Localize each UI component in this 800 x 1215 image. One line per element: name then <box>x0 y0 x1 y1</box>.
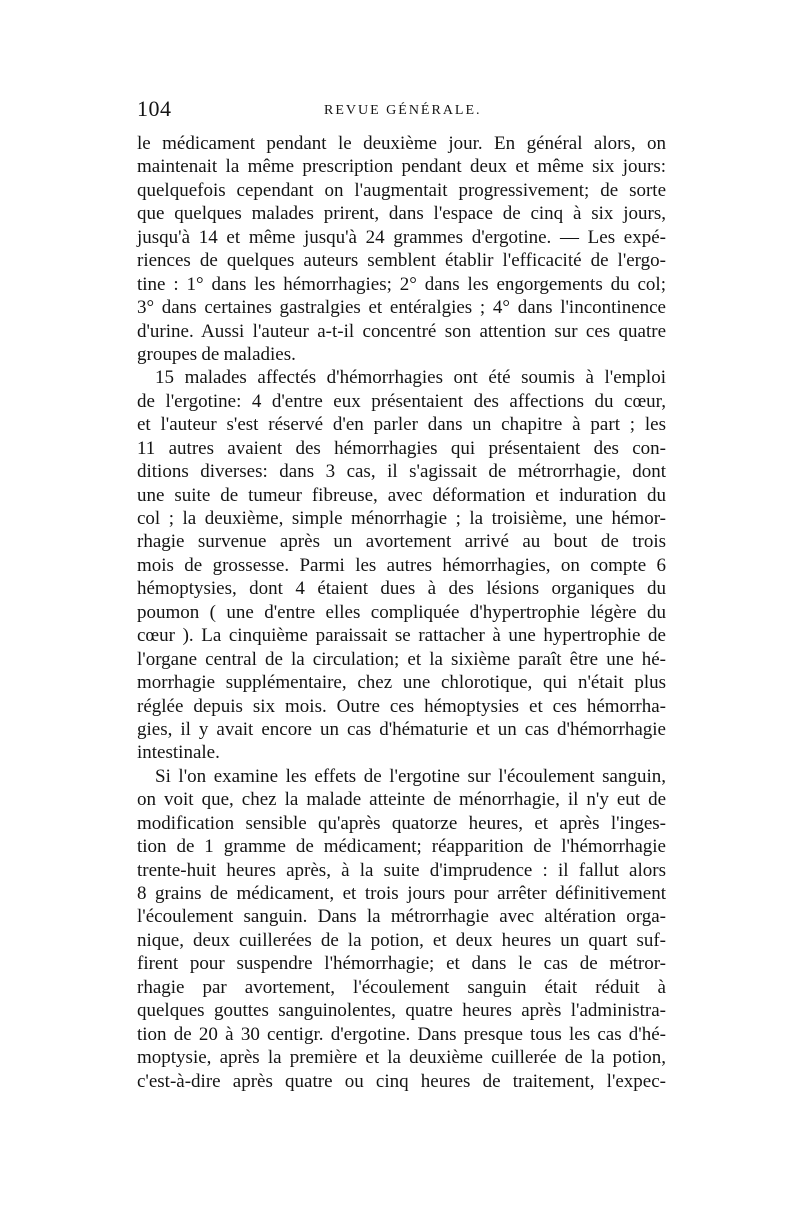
text-line: gies, il y avait encore un cas d'hématurie et un cas d'hémorrhagie <box>137 718 666 740</box>
text-line: une suite de tumeur fibreuse, avec déformation et induration du <box>137 484 666 506</box>
text-line: riences de quelques auteurs semblent établir l'efficacité de l'ergo- <box>137 250 666 272</box>
text-line: col ; la deuxième, simple ménorrhagie ; la troisième, une hémor- <box>137 508 666 529</box>
text-line: l'organe central de la circulation; et la sixième paraît être une hé- <box>137 648 666 670</box>
text-line: rhagie survenue après un avortement arrivé au bout de trois <box>137 531 666 553</box>
text-line: 15 malades affectés d'hémorrhagies ont été soumis à l'emploi <box>155 367 666 389</box>
text-line: l'écoulement sanguin. Dans la métrorrhagie avec altération orga- <box>137 906 666 928</box>
body-text <box>137 132 666 1093</box>
text-line: hémoptysies, dont 4 étaient dues à des lésions organiques du <box>137 578 666 600</box>
page-number: 104 <box>137 96 172 121</box>
text-line: moptysie, après la première et la deuxième cuillerée de la potion, <box>137 1047 666 1069</box>
text-line: modification sensible qu'après quatorze heures, et après l'inges- <box>137 812 666 834</box>
text-line: maintenait la même prescription pendant deux et même six jours: <box>137 156 666 178</box>
text-line: réglée depuis six mois. Outre ces hémoptysies et ces hémorrha- <box>137 695 666 717</box>
text-line: quelquefois cependant on l'augmentait progressivement; de sorte <box>137 179 666 201</box>
text-line: d'urine. Aussi l'auteur a-t-il concentré son attention sur ces quatre <box>137 320 666 342</box>
text-line: trente-huit heures après, à la suite d'imprudence : il fallut alors <box>137 859 666 881</box>
text-line: que quelques malades prirent, dans l'espace de cinq à six jours, <box>137 203 666 225</box>
text-line: on voit que, chez la malade atteinte de ménorrhagie, il n'y eut de <box>137 789 666 811</box>
text-line: Si l'on examine les effets de l'ergotine sur l'écoulement sanguin, <box>155 765 666 787</box>
text-line: ditions diverses: dans 3 cas, il s'agissait de métrorrhagie, dont <box>137 461 666 483</box>
text-line: intestinale. <box>137 742 220 764</box>
running-head: REVUE GÉNÉRALE. <box>324 103 482 118</box>
text-line: et l'auteur s'est réservé d'en parler dans un chapitre à part ; les <box>137 414 666 436</box>
text-line: tine : 1° dans les hémorrhagies; 2° dans les engorgements du col; <box>137 273 666 295</box>
text-line: de l'ergotine: 4 d'entre eux présentaient des affections du cœur, <box>137 390 666 412</box>
text-line: tion de 1 gramme de médicament; réapparition de l'hémorrhagie <box>137 836 666 858</box>
text-line: jusqu'à 14 et même jusqu'à 24 grammes d'ergotine. — Les expé- <box>137 226 666 248</box>
text-line: le médicament pendant le deuxième jour. En général alors, on <box>137 133 666 154</box>
text-line: rhagie par avortement, l'écoulement sanguin était réduit à <box>137 976 666 998</box>
text-line: poumon ( une d'entre elles compliquée d'hypertrophie légère du <box>137 601 666 623</box>
text-line: 3° dans certaines gastralgies et entéralgies ; 4° dans l'incontinence <box>137 297 666 319</box>
text-line: c'est-à-dire après quatre ou cinq heures de traitement, l'expec- <box>137 1070 666 1092</box>
text-line: quelques gouttes sanguinolentes, quatre heures après l'administra- <box>137 1000 666 1022</box>
text-line: 11 autres avaient des hémorrhagies qui présentaient des con- <box>137 437 666 459</box>
text-line: 8 grains de médicament, et trois jours pour arrêter définitivement <box>137 883 666 904</box>
text-line: nique, deux cuillerées de la potion, et deux heures un quart suf- <box>137 929 666 951</box>
page-header <box>137 96 666 126</box>
text-line: tion de 20 à 30 centigr. d'ergotine. Dans presque tous les cas d'hé- <box>137 1023 666 1045</box>
text-line: cœur ). La cinquième paraissait se rattacher à une hypertrophie de <box>137 625 666 647</box>
text-line: mois de grossesse. Parmi les autres hémorrhagies, on compte 6 <box>137 554 666 576</box>
text-line: groupes de maladies. <box>137 343 296 365</box>
text-line: morrhagie supplémentaire, chez une chlorotique, qui n'était plus <box>137 672 666 694</box>
text-line: firent pour suspendre l'hémorrhagie; et dans le cas de métror- <box>137 953 666 975</box>
